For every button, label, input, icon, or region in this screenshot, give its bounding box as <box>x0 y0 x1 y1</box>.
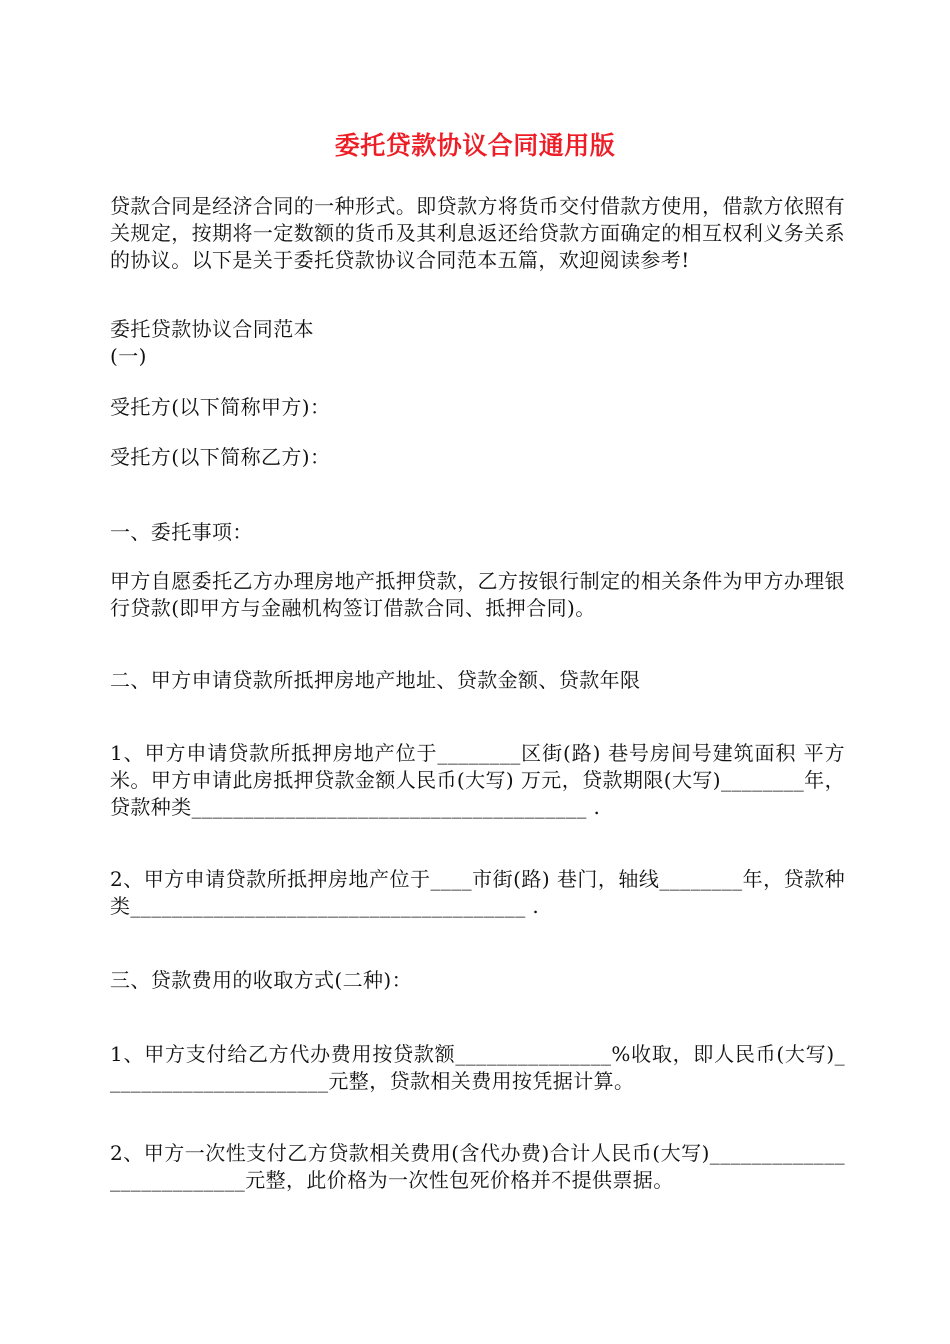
document-title: 委托贷款协议合同通用版 <box>334 131 616 160</box>
section2-heading: 二、甲方申请贷款所抵押房地产地址、贷款金额、贷款年限 <box>110 668 641 692</box>
section2-item-2: 2、甲方申请贷款所抵押房地产位于____市街(路) 巷门，轴线________年，贷款种类______________________________________ . <box>110 867 845 918</box>
section3-item-1: 1、甲方支付给乙方代办费用按贷款额_______________%收取，即人民币(大写)______________________元整，贷款相关费用按凭据计算。 <box>110 1042 845 1093</box>
sample-heading: 委托贷款协议合同范本 <box>110 317 314 341</box>
section2-item-1: 1、甲方申请贷款所抵押房地产位于________区街(路) 巷号房间号建筑面积 平方米。甲方申请此房抵押贷款金额人民币(大写) 万元，贷款期限(大写)________年，贷款种类______________________________________ . <box>110 741 845 819</box>
section3-item-2: 2、甲方一次性支付乙方贷款相关费用(含代办费)合计人民币(大写)__________________________元整，此价格为一次性包死价格并不提供票据。 <box>110 1141 845 1192</box>
sample-number: (一) <box>110 344 147 368</box>
section1-heading: 一、委托事项： <box>110 520 253 544</box>
party-a-line: 受托方(以下简称甲方)： <box>110 395 331 419</box>
section1-body: 甲方自愿委托乙方办理房地产抵押贷款，乙方按银行制定的相关条件为甲方办理银行贷款(即甲方与金融机构签订借款合同、抵押合同)。 <box>110 569 845 620</box>
intro-paragraph: 贷款合同是经济合同的一种形式。即贷款方将货币交付借款方使用，借款方依照有关规定，按期将一定数额的货币及其利息返还给贷款方面确定的相互权利义务关系的协议。以下是关于委托贷款协议合同范本五篇，欢迎阅读参考! <box>110 194 845 272</box>
party-b-line: 受托方(以下简称乙方)： <box>110 445 331 469</box>
section3-heading: 三、贷款费用的收取方式(二种)： <box>110 968 413 992</box>
